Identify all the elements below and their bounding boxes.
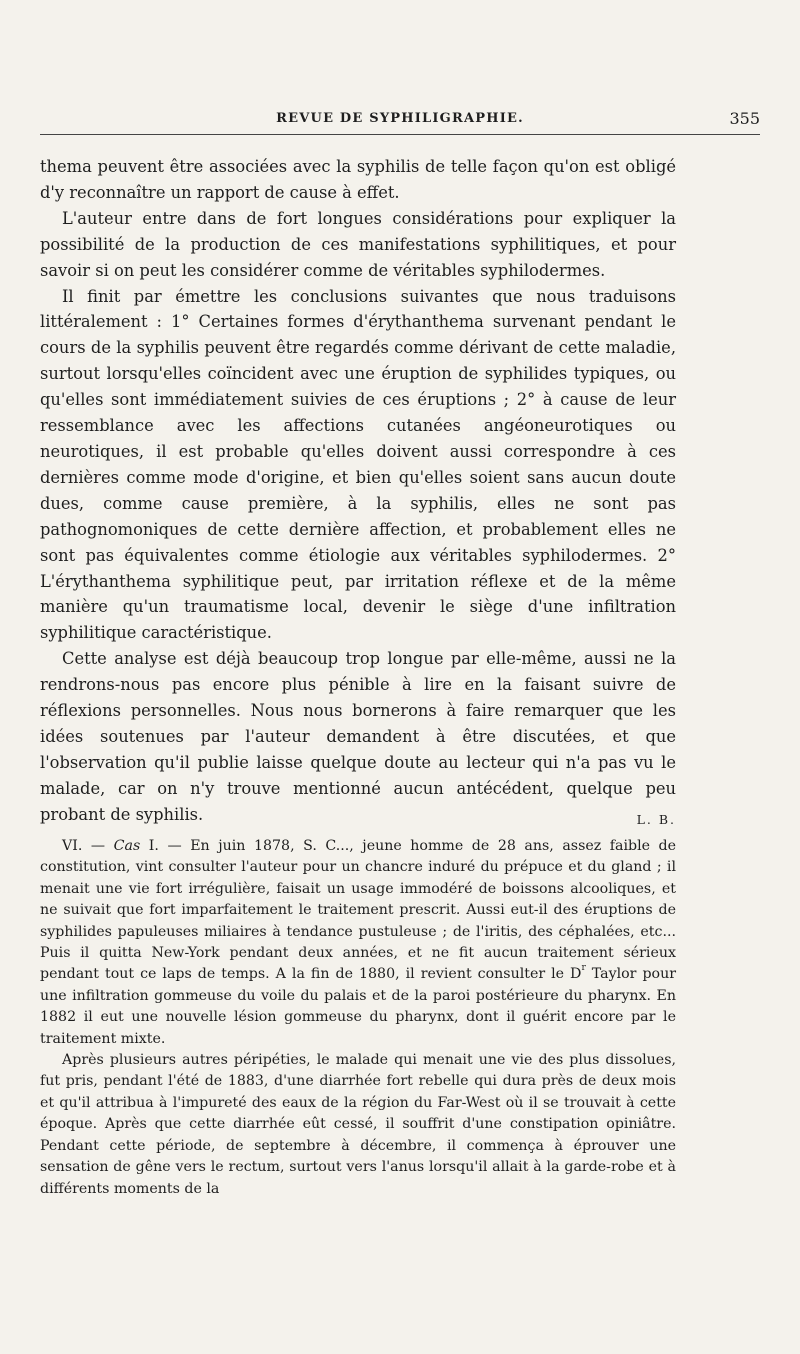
review-paragraph: thema peuvent être associées avec la syphilis de telle façon qu'on est obligé d'y reconnaître un rapport de cause à effet. — [40, 157, 676, 202]
case-report — [40, 836, 676, 1200]
review-text — [40, 154, 676, 833]
case-label-number: I. — — [148, 838, 182, 854]
review-paragraph — [40, 646, 676, 827]
superscript: r — [581, 963, 586, 974]
review-paragraph: L'auteur entre dans de fort longues considérations pour expliquer la possibilité de la production de ces manifestations syphilitiques, et pour savoir si on peut les considérer comme de véritables syphilodermes. — [40, 208, 676, 280]
case-text: En juin 1878, S. C..., jeune homme de 28 ans, assez faible de constitution, vint consulter l'auteur pour un chancre induré du prépuce et du gland ; il menait une vie fort irrégulière, faisait un usage immodéré de boissons alcooliques, et ne suivait que fort imparfaitement le traitement prescrit. Aussi eut-il des éruptions de syphilides papuleuses miliaires à tendance pustuleuse ; de l'iritis, des céphalées, etc... Puis il quitta New-York pendant deux années, et ne fit aucun traitement sérieux pendant tout ce laps de temps. A la fin de 1880, il revient consulter le D — [40, 838, 677, 983]
review-paragraph-text: Cette analyse est déjà beaucoup trop longue par elle-même, aussi ne la rendrons-nous pas encore plus pénible à lire en la faisant suivre de réflexions personnelles. Nous nous bornerons à faire remarquer que les idées soutenues par l'auteur demandent à être discutées, et que l'observation qu'il publie laisse quelque doute au lecteur qui n'a pas vu le malade, car on n'y trouve mentionné aucun antécédent, quelque peu probant de syphilis. — [40, 649, 676, 824]
page-header — [40, 108, 760, 135]
case-text: Taylor pour une infiltration gommeuse du voile du palais et de la paroi postérieure du pharynx. En 1882 il eut une nouvelle lésion gommeuse du pharynx, dont il guérit encore par le traitement mixte. — [40, 966, 676, 1047]
case-label: Cas — [113, 838, 141, 854]
page-number: 355 — [729, 109, 760, 128]
section-number: VI. — — [62, 838, 106, 854]
review-paragraph: Il finit par émettre les conclusions suivantes que nous traduisons littéralement : 1° Certaines formes d'érythanthema survenant pendant le cours de la syphilis peuvent être regardés comme dérivant de cette maladie, surtout lorsqu'elles coïncident avec une éruption de syphilides typiques, ou qu'elles sont immédiatement suivies de ces éruptions ; 2° à cause de leur ressemblance avec les affections cutanées angéoneurotiques ou neurotiques, il est probable qu'elles doivent aussi correspondre à ces dernières comme mode d'origine, et bien qu'elles soient sans aucun doute dues, comme cause première, à la syphilis, elles ne sont pas pathognomoniques de cette dernière affection, et probablement elles ne sont pas équivalentes comme étiologie aux véritables syphilodermes. 2° L'érythanthema syphilitique peut, par irritation réflexe et de la même manière qu'un traumatisme local, devenir le siège d'une infiltration syphilitique caractéristique. — [40, 286, 676, 643]
author-signature: L. B. — [636, 811, 676, 827]
running-head: REVUE DE SYPHILIGRAPHIE. — [276, 111, 524, 126]
case-paragraph — [40, 836, 676, 1050]
case-paragraph: Après plusieurs autres péripéties, le malade qui menait une vie des plus dissolues, fut pris, pendant l'été de 1883, d'une diarrhée fort rebelle qui dura près de deux mois et qu'il attribua à l'impureté des eaux de la région du Far-West où il se trouvait à cette époque. Après que cette diarrhée eût cessé, il souffrit d'une constipation opiniâtre. Pendant cette période, de septembre à décembre, il commença à éprouver une sensation de gêne vers le rectum, surtout vers l'anus lorsqu'il allait à la garde-robe et à différents moments de la — [40, 1052, 676, 1197]
